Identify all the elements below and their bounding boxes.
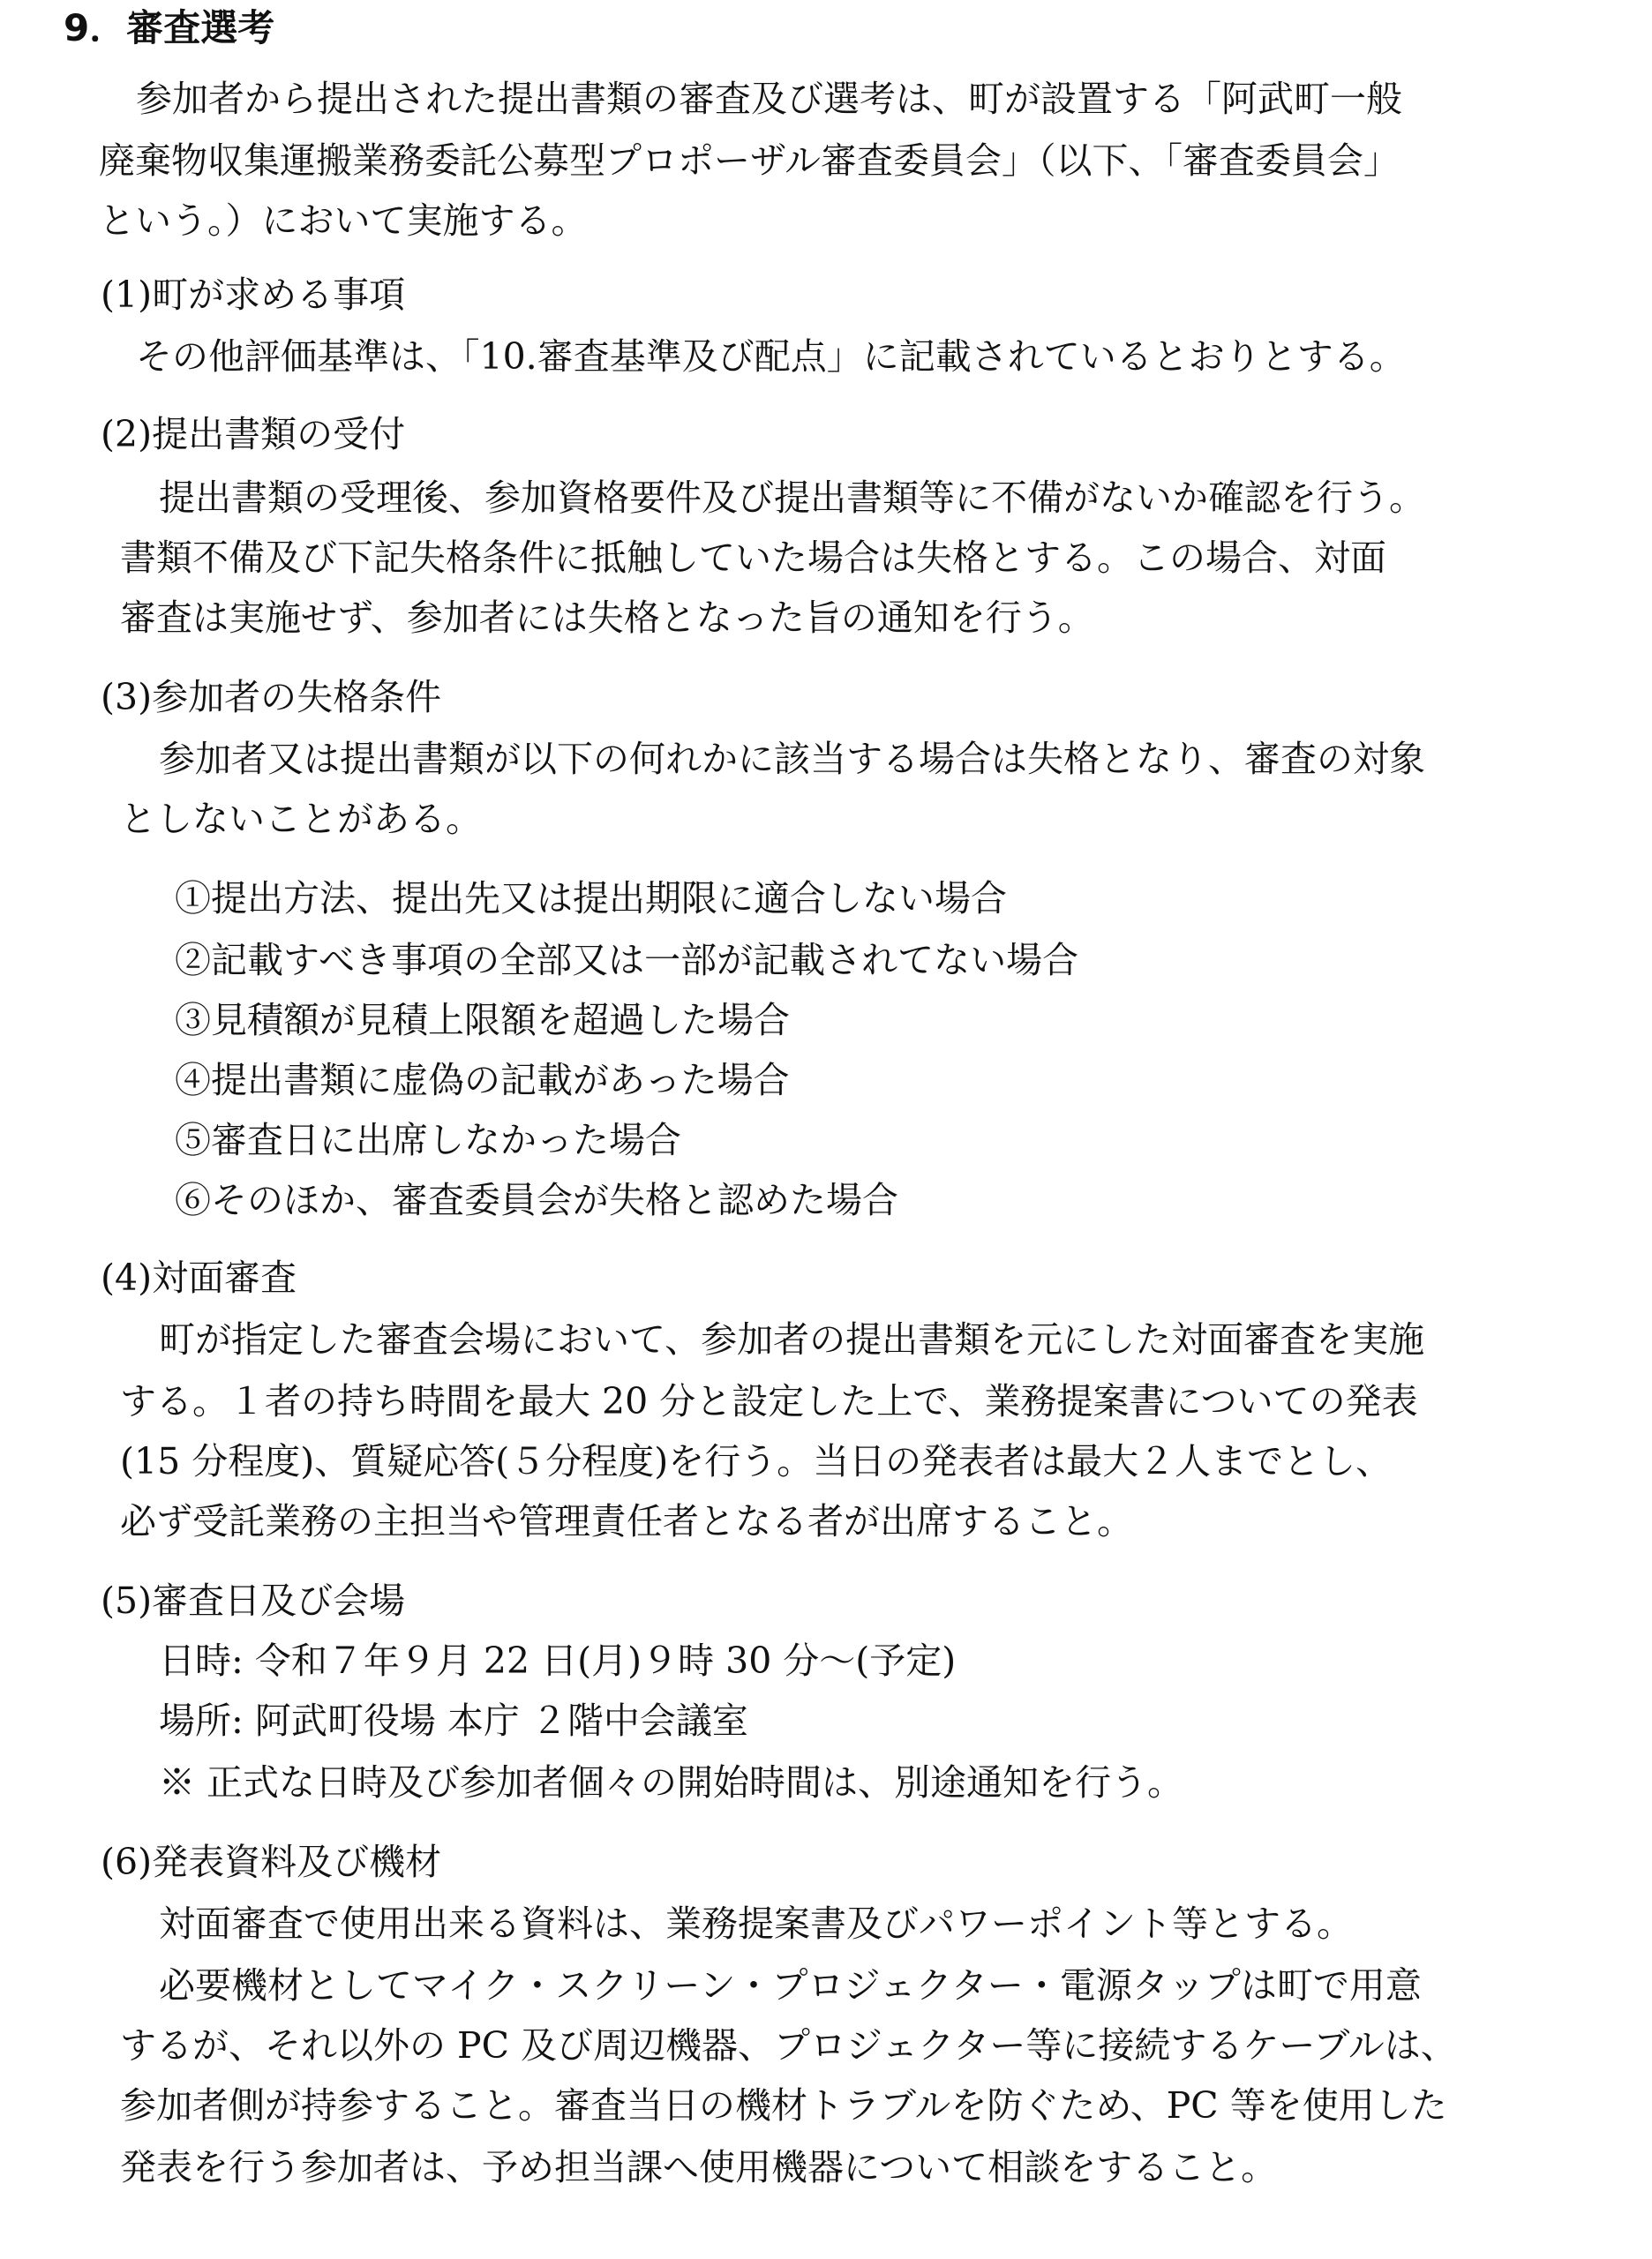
item-4-heading: (4)対面審査: [101, 1257, 297, 1299]
disqualification-condition: ①提出方法、提出先又は提出期限に適合しない場合: [175, 877, 1007, 919]
exam-datetime: 日時: 令和７年９月 22 日(月)９時 30 分～(予定): [159, 1640, 957, 1682]
item-4-body: (15 分程度)、質疑応答(５分程度)を行う。当日の発表者は最大２人までとし、: [120, 1440, 1393, 1482]
intro-line: 廃棄物収集運搬業務委託公募型プロポーザル審査委員会」（以下、「審査委員会」: [99, 139, 1400, 182]
item-3-heading: (3)参加者の失格条件: [101, 676, 442, 718]
disqualification-condition: ⑥そのほか、審査委員会が失格と認めた場合: [175, 1179, 898, 1221]
item-6-body: 参加者側が持参すること。審査当日の機材トラブルを防ぐため、PC 等を使用した: [120, 2084, 1447, 2127]
section-title: 9．審査選考: [64, 6, 275, 49]
disqualification-condition: ③見積額が見積上限額を超過した場合: [175, 999, 790, 1041]
item-2-heading: (2)提出書類の受付: [101, 413, 406, 455]
exam-venue: 場所: 阿武町役場 本庁 ２階中会議室: [159, 1700, 748, 1742]
item-4-body: 町が指定した審査会場において、参加者の提出書類を元にした対面審査を実施: [159, 1318, 1425, 1361]
item-6-heading: (6)発表資料及び機材: [101, 1841, 442, 1883]
item-2-body: 提出書類の受理後、参加資格要件及び提出書類等に不備がないか確認を行う。: [159, 477, 1425, 519]
item-5-heading: (5)審査日及び会場: [101, 1580, 406, 1622]
item-6-body: 対面審査で使用出来る資料は、業務提案書及びパワーポイント等とする。: [159, 1903, 1353, 1945]
item-1-heading: (1)町が求める事項: [101, 274, 406, 316]
exam-note: ※ 正式な日時及び参加者個々の開始時間は、別途通知を行う。: [159, 1761, 1184, 1804]
item-6-body: するが、それ以外の PC 及び周辺機器、プロジェクター等に接続するケーブルは、: [120, 2024, 1457, 2067]
item-3-body: としないことがある。: [120, 798, 482, 840]
item-6-body: 発表を行う参加者は、予め担当課へ使用機器について相談をすること。: [120, 2146, 1278, 2188]
item-4-body: する。１者の持ち時間を最大 20 分と設定した上で、業務提案書についての発表: [120, 1380, 1418, 1422]
item-2-body: 書類不備及び下記失格条件に抵触していた場合は失格とする。この場合、対面: [120, 537, 1386, 579]
disqualification-condition: ⑤審査日に出席しなかった場合: [175, 1119, 681, 1161]
disqualification-condition: ②記載すべき事項の全部又は一部が記載されてない場合: [175, 939, 1079, 981]
disqualification-condition: ④提出書類に虚偽の記載があった場合: [175, 1059, 790, 1101]
intro-line: 参加者から提出された提出書類の審査及び選考は、町が設置する「阿武町一般: [136, 78, 1402, 120]
item-1-body: その他評価基準は、「10.審査基準及び配点」に記載されているとおりとする。: [136, 335, 1406, 378]
item-4-body: 必ず受託業務の主担当や管理責任者となる者が出席すること。: [120, 1500, 1133, 1542]
item-3-body: 参加者又は提出書類が以下の何れかに該当する場合は失格となり、審査の対象: [159, 738, 1425, 780]
intro-line: という。）において実施する。: [99, 199, 588, 242]
item-6-body: 必要機材としてマイク・スクリーン・プロジェクター・電源タップは町で用意: [159, 1964, 1422, 2007]
item-2-body: 審査は実施せず、参加者には失格となった旨の通知を行う。: [120, 597, 1094, 639]
